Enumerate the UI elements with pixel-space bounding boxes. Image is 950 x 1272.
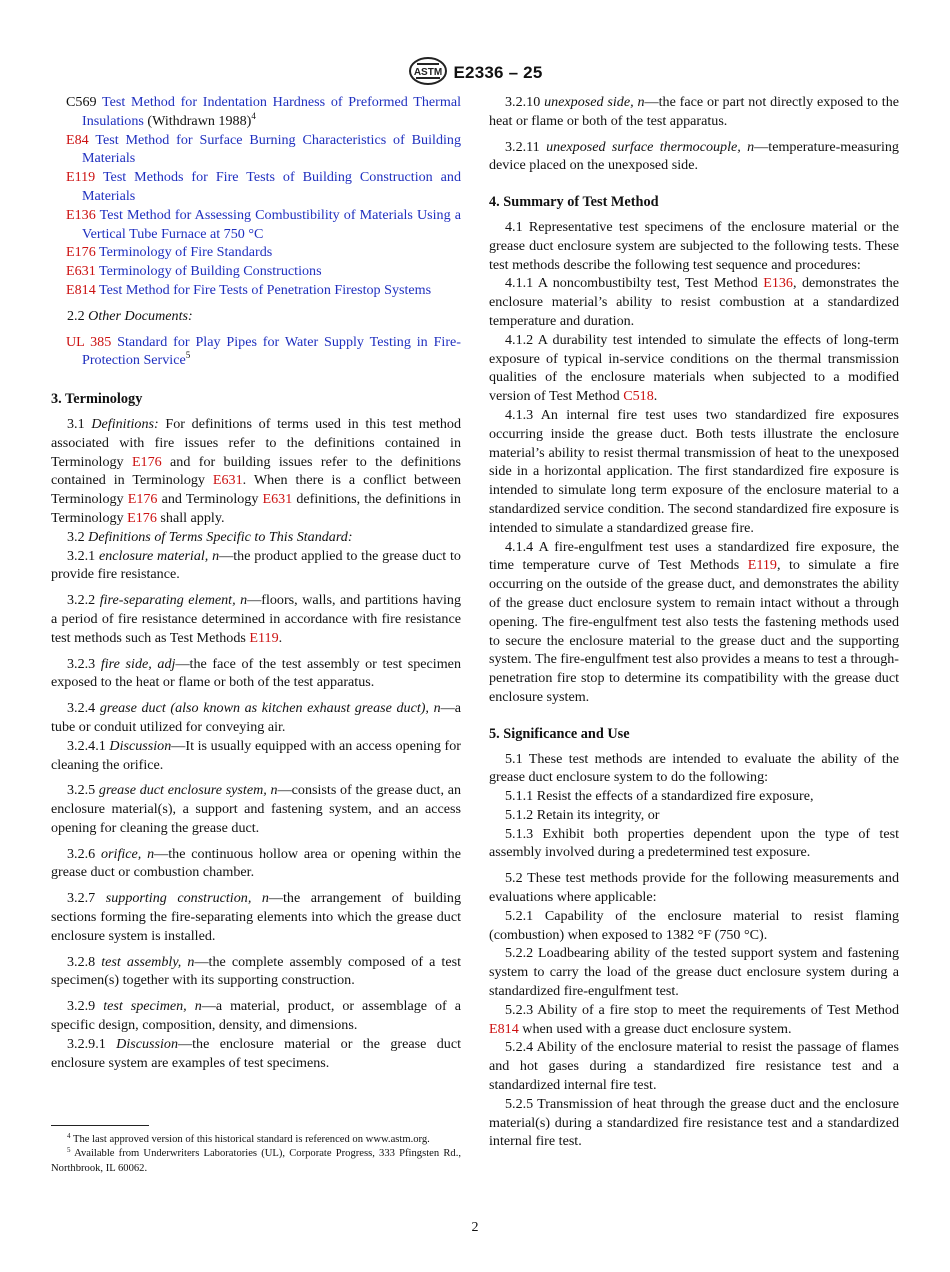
- section-heading-summary: 4. Summary of Test Method: [489, 194, 659, 211]
- ref-link[interactable]: E176: [127, 491, 158, 508]
- ref-code-link[interactable]: E119: [66, 169, 96, 186]
- ref-code-link[interactable]: E84: [66, 131, 89, 148]
- ref-link[interactable]: C518: [623, 388, 654, 405]
- page-number: 2: [471, 1220, 479, 1235]
- para-5-1-2: 5.1.2 Retain its integrity, or: [505, 806, 660, 823]
- para-5-2-1: 5.2.1 Capability of the enclosure material to resist flaming (combustion) when exposed to 1382 °F (750 °C).: [489, 907, 899, 943]
- ref-code-link[interactable]: UL 385: [66, 333, 112, 350]
- ref-title-link[interactable]: Standard for Play Pipes for Water Supply Testing in Fire-Protection Service: [82, 333, 461, 369]
- ref-link[interactable]: E119: [747, 557, 777, 574]
- ref-link[interactable]: E631: [262, 491, 293, 508]
- para-5-2: 5.2 These test methods provide for the following measurements and evaluations where applicable:: [489, 870, 899, 906]
- para-4-1-2: 4.1.2 A durability test intended to simulate the effects of long-term exposure of typical in-service conditions on the thermal transmission qualities of the enclosure materials when subjected to a modified version of Test Method C518.: [489, 331, 899, 405]
- para-3-2-4: 3.2.4 grease duct (also known as kitchen exhaust grease duct), n—a tube or conduit utilized for conveying air.: [51, 700, 461, 735]
- ref-title-link[interactable]: Test Methods for Fire Tests of Building Construction and Materials: [82, 169, 461, 204]
- designation: E2336 – 25: [453, 63, 543, 82]
- reference-e136: [51, 206, 461, 244]
- ref-link[interactable]: E119: [249, 629, 279, 646]
- ref-link[interactable]: E814: [489, 1020, 519, 1037]
- para-5-1-3: 5.1.3 Exhibit both properties dependent upon the type of test assembly involved during a predetermined test exposure.: [489, 825, 899, 861]
- other-documents-label: 2.2 Other Documents:: [67, 307, 193, 324]
- ref-title-link[interactable]: Test Method for Assessing Combustibility of Materials Using a Vertical Tube Furnace at 750 °C: [82, 206, 461, 242]
- ref-link[interactable]: E176: [131, 453, 162, 470]
- reference-c569: C569 Test Method for Indentation Hardness of Preformed Thermal Insulations (Withdrawn 1988)$^4$: [66, 94, 462, 129]
- para-3-2-11: 3.2.11 unexposed surface thermocouple, n—temperature-measuring device placed on the unexposed side.: [489, 138, 899, 174]
- para-3-2-2: 3.2.2 fire-separating element, n—floors, walls, and partitions having a period of fire resistance determined in accordance with fire resistance test methods such as Test Methods E119.: [51, 592, 461, 646]
- reference-e814: [51, 281, 461, 300]
- footnote-divider: [51, 1125, 149, 1126]
- right-column: [489, 93, 899, 1151]
- left-column: [51, 93, 461, 1072]
- footnotes: [51, 1133, 461, 1176]
- para-3-2-7: 3.2.7 supporting construction, n—the arrangement of building sections forming the fire-separating elements into which the grease duct enclosure system is installed.: [51, 890, 461, 944]
- para-4-1: 4.1 Representative test specimens of the enclosure material or the grease duct enclosure system are subjected to the following tests. These test methods describe the following test sequence and procedures:: [489, 218, 899, 273]
- para-5-1: 5.1 These test methods are intended to evaluate the ability of the grease duct enclosure system to do the following:: [489, 750, 899, 786]
- ref-title-link[interactable]: Test Method for Fire Tests of Penetration Firestop Systems: [99, 281, 432, 298]
- ref-link[interactable]: E631: [212, 472, 243, 489]
- para-5-1-1: 5.1.1 Resist the effects of a standardized fire exposure,: [505, 788, 814, 805]
- para-5-2-4: 5.2.4 Ability of the enclosure material to resist the passage of flames and hot gases during a standardized fire resistance test and a standardized internal fire test.: [489, 1039, 899, 1094]
- ref-title-link[interactable]: Terminology of Building Constructions: [99, 263, 322, 280]
- para-3-2-10: 3.2.10 unexposed side, n—the face or part not directly exposed to the heat or flame or both of the test apparatus.: [489, 94, 900, 129]
- para-4-1-3: 4.1.3 An internal fire test uses two standardized fire exposures occurring inside the grease duct. Both tests illustrate the enclosure material’s ability to resist thermal transmission of heat to the unexposed side in a horizontal application. The first standardized fire exposure is intended to simulate long term exposure of the enclosure material to a standardized service condition. The second standardized fire exposure is intended to simulate a standardized grease fire.: [489, 406, 899, 536]
- para-3-2-6: 3.2.6 orifice, n—the continuous hollow area or opening within the grease duct or combustion chamber.: [51, 845, 461, 881]
- ref-title-link[interactable]: Test Method for Indentation Hardness of Preformed Thermal Insulations: [82, 94, 462, 129]
- footnote-4: $^4$ The last approved version of this historical standard is referenced on www.astm.org.: [67, 1132, 430, 1145]
- ref-code-link[interactable]: E176: [66, 244, 96, 261]
- para-5-2-5: 5.2.5 Transmission of heat through the grease duct and the enclosure material(s) during a standardized fire resistance test and a standardized internal fire test.: [489, 1095, 899, 1150]
- ref-code-link[interactable]: E136: [66, 206, 96, 223]
- reference-ul385: UL 385 Standard for Play Pipes for Water Supply Testing in Fire-Protection Service$^5$: [66, 333, 461, 369]
- reference-e119: [51, 168, 461, 206]
- astm-logo-icon: [408, 56, 448, 86]
- para-5-2-3: 5.2.3 Ability of a fire stop to meet the requirements of Test Method E814 when used with a grease duct enclosure system.: [489, 1001, 899, 1037]
- ref-code-link[interactable]: E814: [66, 281, 96, 298]
- para-3-2-9-1: 3.2.9.1 Discussion—the enclosure material or the grease duct enclosure system are examples of test specimens.: [51, 1035, 461, 1071]
- para-5-2-2: 5.2.2 Loadbearing ability of the tested support system and fastening system to carry the load of the grease duct enclosure system during a standardized fire-engulfment test.: [489, 945, 899, 1000]
- ref-link[interactable]: E176: [127, 509, 157, 526]
- para-4-1-4: 4.1.4 A fire-engulfment test uses a standardized fire exposure, the time temperature curve of Test Methods E119, to simulate a fire occurring on the outside of the grease duct, and demonstrates the ability of the grease duct enclosure system to remain intact without a through opening. The fire-engulfment test also tests the fastening methods used to secure the enclosure material to the grease duct and the supporting system. The fire-engulfment test also provides a means to test a through-penetration fire stop to determine its compatibility with the grease duct enclosure system.: [489, 538, 899, 705]
- logo-text: ASTM: [413, 67, 442, 78]
- reference-e84: [51, 131, 461, 169]
- section-heading-significance: 5. Significance and Use: [489, 725, 630, 742]
- reference-e176: [51, 243, 461, 262]
- para-3-2-5: 3.2.5 grease duct enclosure system, n—consists of the grease duct, an enclosure material(s), a support and fastening system, and an access opening for cleaning the grease duct.: [51, 782, 461, 836]
- ref-code-link[interactable]: E631: [66, 263, 96, 280]
- ref-title-link[interactable]: Terminology of Fire Standards: [99, 244, 273, 261]
- para-3-2-1: 3.2.1 enclosure material, n—the product applied to the grease duct to provide fire resistance.: [51, 547, 461, 583]
- para-3-2-3: 3.2.3 fire side, adj—the face of the test assembly or test specimen exposed to the heat or flame or both of the test apparatus.: [51, 655, 461, 691]
- section-heading-terminology: 3. Terminology: [51, 391, 143, 408]
- page-header: [0, 56, 950, 86]
- para-3-2-8: 3.2.8 test assembly, n—the complete assembly composed of a test specimen(s) together with its supporting construction.: [51, 953, 461, 989]
- ref-title-link[interactable]: Test Method for Surface Burning Characteristics of Building Materials: [82, 131, 461, 167]
- para-3-2-9: 3.2.9 test specimen, n—a material, product, or assemblage of a specific design, composition, density, and dimensions.: [51, 998, 461, 1034]
- para-4-1-1: 4.1.1 A noncombustibilty test, Test Method E136, demonstrates the enclosure material’s ability to resist combustion at a standardized temperature and duration.: [489, 275, 899, 329]
- reference-e631: [51, 262, 461, 281]
- para-3-1: 3.1 Definitions: For definitions of terms used in this test method associated with fire issues refer to the definitions contained in Terminology E176 and for building issues refer to the definitions contained in Terminology E631. When there is a conflict between Terminology E176 and Terminology E631 definitions, the definitions in Terminology E176 shall apply.: [51, 415, 461, 526]
- ref-link[interactable]: E136: [763, 275, 793, 292]
- para-3-2: 3.2 Definitions of Terms Specific to This Standard:: [67, 528, 353, 545]
- footnote-5: $^5$ Available from Underwriters Laboratories (UL), Corporate Progress, 333 Pfingsten Rd., Northbrook, IL 60062.: [51, 1146, 461, 1174]
- para-3-2-4-1: 3.2.4.1 Discussion—It is usually equipped with an access opening for cleaning the orifice.: [51, 737, 461, 773]
